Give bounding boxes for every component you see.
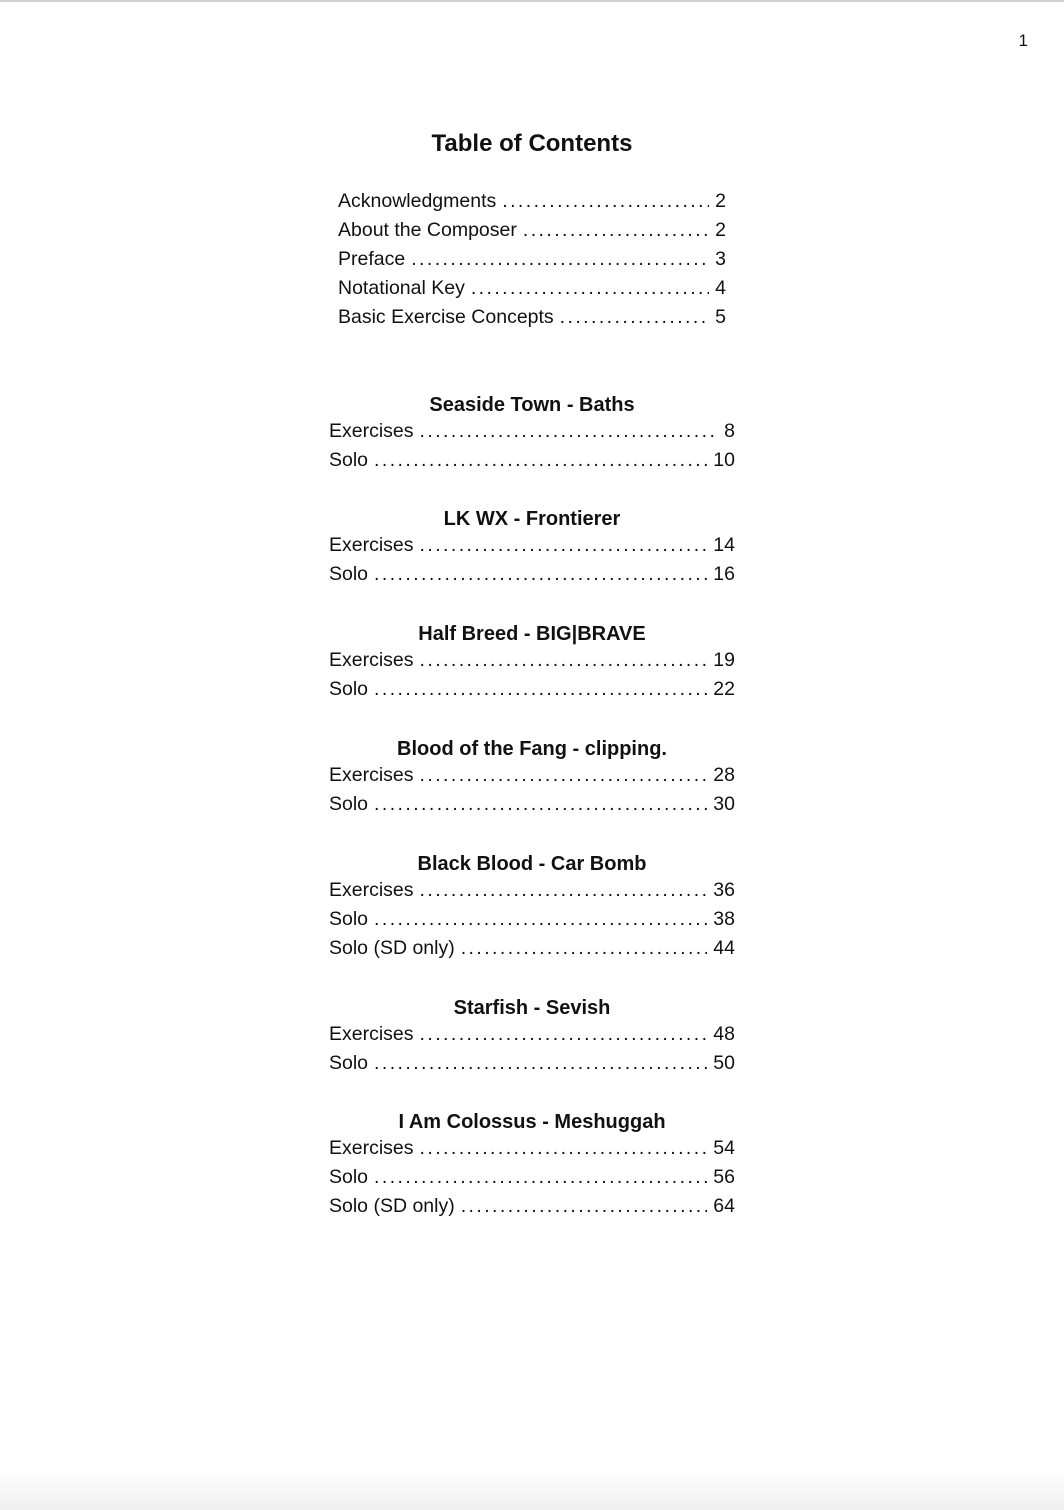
page-number: 1 (1018, 31, 1028, 50)
section-title: LK WX - Frontierer (443, 508, 621, 530)
entry-page: 10 (713, 449, 735, 471)
toc-entry[interactable] (329, 1166, 735, 1195)
toc-entry[interactable] (329, 534, 735, 563)
entry-page: 3 (715, 248, 726, 270)
dot-leader (420, 1023, 708, 1046)
front-matter-list (338, 190, 726, 335)
toc-entry-basic-exercise-concepts[interactable] (338, 306, 726, 335)
dot-leader (420, 1137, 708, 1160)
entry-page: 8 (724, 420, 735, 442)
toc-entry[interactable] (329, 908, 735, 937)
dot-leader (461, 937, 708, 960)
toc-entry[interactable] (329, 1137, 735, 1166)
entry-page: 44 (713, 937, 735, 959)
toc-entry-notational-key[interactable] (338, 277, 726, 306)
toc-entry[interactable] (329, 793, 735, 822)
entry-page: 64 (713, 1195, 735, 1217)
entry-label: Exercises (329, 649, 414, 671)
dot-leader (461, 1195, 708, 1218)
entry-label: Exercises (329, 764, 414, 786)
section-title: Seaside Town - Baths (429, 394, 635, 416)
dot-leader (420, 649, 708, 672)
toc-entry[interactable] (329, 1023, 735, 1052)
dot-leader (420, 420, 719, 443)
entry-page: 50 (713, 1052, 735, 1074)
toc-entry[interactable] (329, 1195, 735, 1224)
toc-title: Table of Contents (431, 130, 633, 157)
toc-entry[interactable] (329, 678, 735, 707)
entry-page: 36 (713, 879, 735, 901)
dot-leader (374, 1052, 707, 1075)
dot-leader (560, 306, 709, 329)
entry-label: Preface (338, 248, 406, 270)
entry-label: Basic Exercise Concepts (338, 306, 554, 328)
entry-label: Solo (329, 908, 369, 930)
toc-entry[interactable] (329, 449, 735, 478)
dot-leader (420, 534, 708, 557)
entry-page: 5 (715, 306, 726, 328)
dot-leader (420, 879, 708, 902)
toc-entry-about-composer[interactable] (338, 219, 726, 248)
section-title: I Am Colossus - Meshuggah (398, 1111, 666, 1133)
entry-label: Solo (329, 793, 369, 815)
section-title: Starfish - Sevish (453, 997, 611, 1019)
toc-section (329, 390, 735, 478)
toc-entry-preface[interactable] (338, 248, 726, 277)
entry-label: Exercises (329, 1137, 414, 1159)
toc-entry[interactable] (329, 649, 735, 678)
entry-label: Solo (SD only) (329, 937, 455, 959)
toc-entry[interactable] (329, 764, 735, 793)
entry-page: 56 (713, 1166, 735, 1188)
entry-page: 30 (713, 793, 735, 815)
section-title: Blood of the Fang - clipping. (397, 738, 667, 760)
entry-page: 19 (713, 649, 735, 671)
dot-leader (471, 277, 709, 300)
section-title: Half Breed - BIG|BRAVE (418, 623, 646, 645)
entry-page: 38 (713, 908, 735, 930)
entry-page: 2 (715, 190, 726, 212)
entry-label: Exercises (329, 1023, 414, 1045)
toc-entry[interactable] (329, 420, 735, 449)
toc-section (329, 849, 735, 966)
entry-label: Solo (329, 678, 369, 700)
dot-leader (374, 563, 707, 586)
toc-section (329, 734, 735, 822)
entry-label: Notational Key (338, 277, 465, 299)
entry-label: Exercises (329, 534, 414, 556)
entry-page: 16 (713, 563, 735, 585)
entry-label: Solo (329, 563, 369, 585)
dot-leader (420, 764, 708, 787)
dot-leader (374, 908, 707, 931)
entry-label: Acknowledgments (338, 190, 497, 212)
page-top-border (0, 0, 1064, 2)
dot-leader (374, 1166, 707, 1189)
entry-page: 4 (715, 277, 726, 299)
entry-page: 2 (715, 219, 726, 241)
toc-section (329, 1107, 735, 1224)
dot-leader (411, 248, 709, 271)
entry-label: Solo (SD only) (329, 1195, 455, 1217)
entry-page: 14 (713, 534, 735, 556)
entry-page: 28 (713, 764, 735, 786)
dot-leader (374, 449, 707, 472)
toc-entry[interactable] (329, 1052, 735, 1081)
entry-page: 22 (713, 678, 735, 700)
entry-label: Solo (329, 1052, 369, 1074)
toc-section (329, 504, 735, 592)
toc-entry[interactable] (329, 879, 735, 908)
entry-label: Exercises (329, 420, 414, 442)
toc-section (329, 619, 735, 707)
page-bottom-shadow (0, 1470, 1064, 1510)
entry-label: About the Composer (338, 219, 517, 241)
entry-page: 54 (713, 1137, 735, 1159)
dot-leader (502, 190, 709, 213)
toc-entry-acknowledgments[interactable] (338, 190, 726, 219)
toc-section (329, 993, 735, 1081)
toc-entry[interactable] (329, 563, 735, 592)
entry-label: Solo (329, 1166, 369, 1188)
toc-entry[interactable] (329, 937, 735, 966)
dot-leader (374, 678, 707, 701)
entry-page: 48 (713, 1023, 735, 1045)
entry-label: Exercises (329, 879, 414, 901)
entry-label: Solo (329, 449, 369, 471)
section-title: Black Blood - Car Bomb (417, 853, 647, 875)
dot-leader (523, 219, 709, 242)
dot-leader (374, 793, 707, 816)
